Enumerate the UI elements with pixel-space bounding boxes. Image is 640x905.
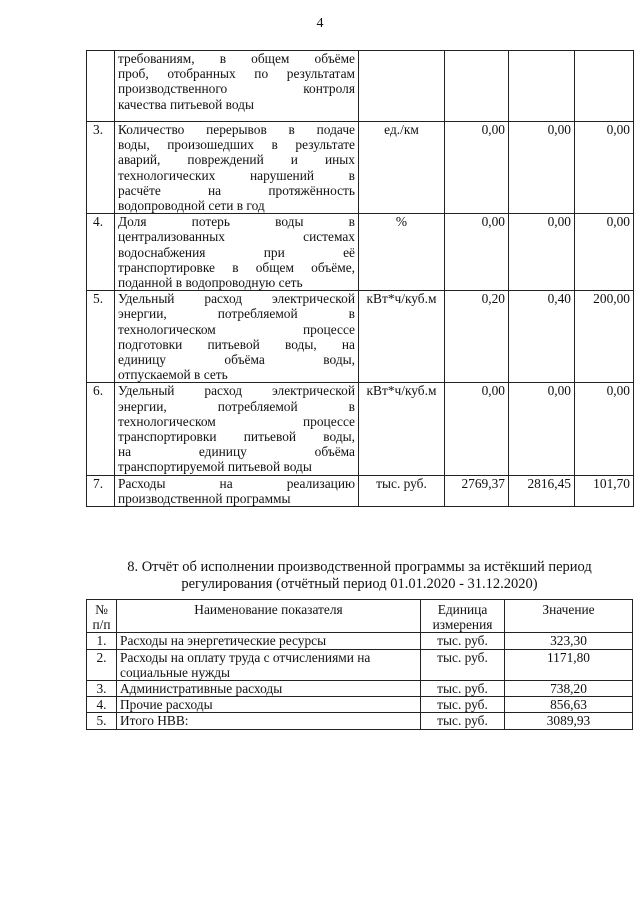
page-number: 4 xyxy=(316,16,324,31)
indicator-row xyxy=(87,51,634,122)
caption-line-2: регулирования (отчётный период 01.01.2020 - 31.12.2020) xyxy=(181,576,538,592)
value-cell: 1171,80 xyxy=(505,649,633,680)
indicator-name-line: единицу объёма воды, xyxy=(118,352,355,368)
value-cell: 856,63 xyxy=(505,697,633,713)
value-cell-2: 2816,45 xyxy=(509,475,575,506)
report-row xyxy=(87,633,633,649)
value-cell-1: 0,00 xyxy=(445,383,509,475)
indicator-name-line: Удельный расход электрической xyxy=(118,291,355,307)
unit-cell xyxy=(359,51,445,122)
header-name: Наименование показателя xyxy=(117,600,421,633)
indicator-name-line: поданной в водопроводную сеть xyxy=(118,275,303,291)
value-cell: 323,30 xyxy=(505,633,633,649)
indicator-name-line: энергии, потребляемой в xyxy=(118,398,355,414)
unit-cell: тыс. руб. xyxy=(421,697,505,713)
header-num: № п/п xyxy=(87,600,117,633)
value-cell: 3089,93 xyxy=(505,713,633,729)
report-table-header xyxy=(87,600,633,633)
value-cell-3 xyxy=(575,51,634,122)
report-row xyxy=(87,681,633,697)
value-cell-2: 0,00 xyxy=(509,383,575,475)
indicator-name xyxy=(115,383,359,475)
value-cell-2: 0,40 xyxy=(509,291,575,383)
value-cell-3: 0,00 xyxy=(575,122,634,214)
value-cell: 738,20 xyxy=(505,681,633,697)
section-caption xyxy=(86,559,633,593)
indicator-name-line: технологическом процессе xyxy=(118,321,355,337)
report-name: Расходы на энергетические ресурсы xyxy=(117,633,421,649)
row-number: 7. xyxy=(87,475,115,506)
value-cell-2: 0,00 xyxy=(509,214,575,291)
indicator-name-line: отпускаемой в сеть xyxy=(118,367,228,383)
report-name: Итого НВВ: xyxy=(117,713,421,729)
indicator-name-line: технологическом процессе xyxy=(118,413,355,429)
unit-cell: тыс. руб. xyxy=(421,713,505,729)
value-cell-3: 101,70 xyxy=(575,475,634,506)
value-cell-3: 200,00 xyxy=(575,291,634,383)
row-number xyxy=(87,51,115,122)
indicator-name-line: требованиям, в общем объёме xyxy=(118,51,355,66)
indicators-table xyxy=(86,50,634,507)
indicator-name-line: водопроводной сети в год xyxy=(118,198,265,214)
unit-cell: тыс. руб. xyxy=(421,649,505,680)
unit-cell: тыс. руб. xyxy=(421,681,505,697)
indicator-name xyxy=(115,122,359,214)
report-row xyxy=(87,697,633,713)
row-number: 5. xyxy=(87,713,117,729)
indicator-name-line: воды, произошедших в результате xyxy=(118,137,355,153)
indicator-name-line: Удельный расход электрической xyxy=(118,383,355,399)
value-cell-1: 0,20 xyxy=(445,291,509,383)
unit-cell: ед./км xyxy=(359,122,445,214)
report-row xyxy=(87,713,633,729)
indicator-name xyxy=(115,291,359,383)
value-cell-1: 2769,37 xyxy=(445,475,509,506)
unit-cell: кВт*ч/куб.м xyxy=(359,291,445,383)
report-table xyxy=(86,599,633,730)
value-cell-1 xyxy=(445,51,509,122)
indicator-name-line: производственной программы xyxy=(118,490,291,506)
value-cell-2 xyxy=(509,51,575,122)
indicator-name-line: водоснабжения при её xyxy=(118,244,355,260)
header-value: Значение xyxy=(505,600,633,633)
indicator-name-line: Расходы на реализацию xyxy=(118,475,355,491)
unit-cell: тыс. руб. xyxy=(359,475,445,506)
value-cell-3: 0,00 xyxy=(575,214,634,291)
indicator-row xyxy=(87,475,634,506)
indicator-name-line: транспортировке в общем объёме, xyxy=(118,259,355,275)
row-number: 6. xyxy=(87,383,115,475)
row-number: 3. xyxy=(87,681,117,697)
indicator-name xyxy=(115,475,359,506)
row-number: 4. xyxy=(87,214,115,291)
row-number: 1. xyxy=(87,633,117,649)
unit-cell: кВт*ч/куб.м xyxy=(359,383,445,475)
row-number: 4. xyxy=(87,697,117,713)
indicator-name-line: качества питьевой воды xyxy=(118,96,254,112)
value-cell-1: 0,00 xyxy=(445,214,509,291)
report-name: Прочие расходы xyxy=(117,697,421,713)
unit-cell: % xyxy=(359,214,445,291)
indicator-name-line: транспортируемой питьевой воды xyxy=(118,459,312,475)
indicator-name-line: производственного контроля xyxy=(118,81,355,97)
indicator-row xyxy=(87,122,634,214)
indicator-name-line: проб, отобранных по результатам xyxy=(118,66,355,82)
indicator-name-line: Доля потерь воды в xyxy=(118,214,355,230)
indicator-row xyxy=(87,214,634,291)
indicator-name-line: подготовки питьевой воды, на xyxy=(118,336,355,352)
header-unit: Единица измерения xyxy=(421,600,505,633)
indicator-name-line: технологических нарушений в xyxy=(118,167,355,183)
indicator-name-line: энергии, потребляемой в xyxy=(118,306,355,322)
value-cell-3: 0,00 xyxy=(575,383,634,475)
unit-cell: тыс. руб. xyxy=(421,633,505,649)
indicator-name-line: на единицу объёма xyxy=(118,444,355,460)
row-number: 3. xyxy=(87,122,115,214)
indicator-row xyxy=(87,383,634,475)
report-row xyxy=(87,649,633,680)
caption-line-1: 8. Отчёт об исполнении производственной программы за истёкший период xyxy=(127,559,592,575)
report-name: Расходы на оплату труда с отчислениями на социальные нужды xyxy=(117,649,421,680)
indicator-row xyxy=(87,291,634,383)
row-number: 2. xyxy=(87,649,117,680)
indicator-name xyxy=(115,51,359,122)
indicator-name xyxy=(115,214,359,291)
value-cell-2: 0,00 xyxy=(509,122,575,214)
indicator-name-line: Количество перерывов в подаче xyxy=(118,122,355,137)
indicator-name-line: расчёте на протяжённость xyxy=(118,182,355,198)
indicator-name-line: централизованных системах xyxy=(118,229,355,245)
report-name: Административные расходы xyxy=(117,681,421,697)
value-cell-1: 0,00 xyxy=(445,122,509,214)
indicator-name-line: транспортировки питьевой воды, xyxy=(118,429,355,445)
indicator-name-line: аварий, повреждений и иных xyxy=(118,152,355,168)
row-number: 5. xyxy=(87,291,115,383)
